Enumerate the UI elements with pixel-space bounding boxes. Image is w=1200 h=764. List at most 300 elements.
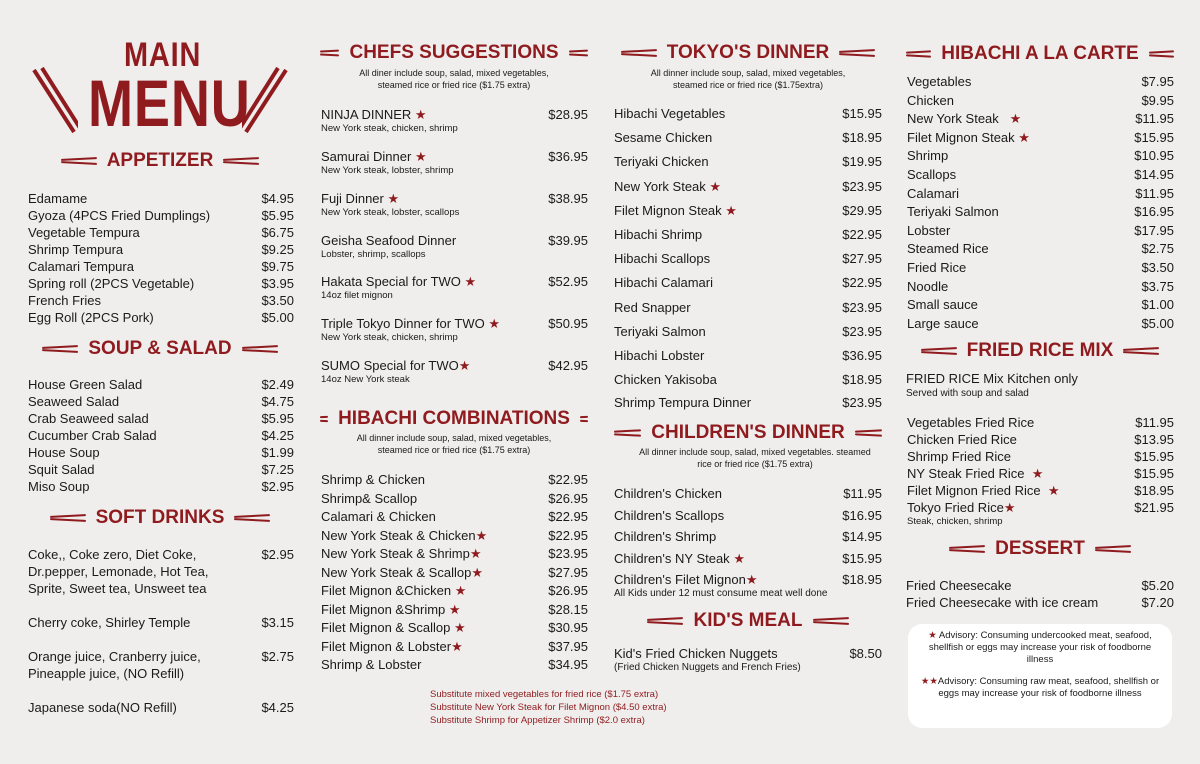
chopsticks-icon xyxy=(647,616,683,626)
menu-item xyxy=(907,147,1174,166)
alacarte-heading xyxy=(906,43,1174,65)
star-icon: ★ xyxy=(387,191,400,206)
menu-item xyxy=(28,309,294,326)
item-price: $23.95 xyxy=(548,546,588,561)
item-name: Scallops xyxy=(907,166,957,182)
menu-item xyxy=(321,656,588,675)
menu-item xyxy=(28,699,294,716)
item-price: $26.95 xyxy=(548,490,588,506)
drinks-title: SOFT DRINKS xyxy=(95,507,225,528)
children-list xyxy=(614,485,882,600)
item-name: Squit Salad xyxy=(28,462,95,477)
item-price: $18.95 xyxy=(842,372,882,388)
friedrice-list xyxy=(907,414,1174,528)
item-name: Tokyo Fried Rice xyxy=(907,500,1004,515)
item-name: Calamari xyxy=(907,185,960,201)
item-price: $3.15 xyxy=(261,615,294,630)
menu-item xyxy=(614,571,882,588)
star-icon: ★ xyxy=(1003,500,1016,515)
item-price: $5.95 xyxy=(261,208,294,223)
item-price: $3.50 xyxy=(1141,259,1174,275)
chopsticks-icon xyxy=(906,49,931,59)
item-price: $4.25 xyxy=(261,700,294,715)
item-price: $16.95 xyxy=(1134,204,1174,220)
item-name: Shrimp & Chicken xyxy=(321,472,426,487)
chopsticks-icon xyxy=(813,616,849,626)
menu-item xyxy=(321,527,588,546)
item-price: $38.95 xyxy=(548,191,588,206)
item-price: $4.25 xyxy=(261,428,294,443)
item-price: $18.95 xyxy=(1134,483,1174,498)
menu-item xyxy=(28,410,294,427)
menu-item xyxy=(907,414,1174,431)
menu-item xyxy=(614,105,882,129)
menu-item xyxy=(614,507,882,529)
item-price: $4.75 xyxy=(261,394,294,409)
tokyo-heading xyxy=(614,42,882,64)
item-name: Large sauce xyxy=(907,315,979,331)
item-name: Children's NY Steak xyxy=(614,550,730,566)
chopsticks-icon xyxy=(614,428,641,438)
item-price: $22.95 xyxy=(548,527,588,543)
friedrice-title: FRIED RICE MIX xyxy=(966,340,1114,361)
appetizer-title: APPETIZER xyxy=(106,150,214,171)
dessert-list xyxy=(906,577,1174,611)
item-name: House Soup xyxy=(28,445,100,460)
item-name: Children's Shrimp xyxy=(614,529,717,544)
menu-item xyxy=(614,528,882,550)
menu-item xyxy=(321,564,588,583)
chopsticks-icon xyxy=(569,48,588,58)
item-desc: (Fried Chicken Nuggets and French Fries) xyxy=(614,662,801,673)
menu-item xyxy=(907,278,1174,297)
item-price: $34.95 xyxy=(548,657,588,672)
item-price: $7.20 xyxy=(1141,595,1174,610)
item-name: Lobster xyxy=(907,222,951,238)
item-price: $2.95 xyxy=(261,547,294,562)
advisory-single xyxy=(916,630,1164,666)
chefs-note: All diner include soup, salad, mixed vegetables, steamed rice or fried rice ($1.75 extra) xyxy=(359,68,549,90)
item-name: Hibachi Lobster xyxy=(614,347,705,363)
item-price: $15.95 xyxy=(1134,449,1174,464)
item-name: Shrimp& Scallop xyxy=(321,490,418,506)
menu-item xyxy=(614,347,882,371)
combos-heading xyxy=(320,408,588,430)
menu-item xyxy=(321,106,588,148)
item-name: Fuji Dinner xyxy=(321,191,384,206)
chopsticks-icon xyxy=(921,346,957,356)
item-name: Shrimp & Lobster xyxy=(321,657,422,672)
item-name: Triple Tokyo Dinner for TWO xyxy=(321,316,485,331)
item-price: $22.95 xyxy=(842,226,882,242)
item-price: $1.00 xyxy=(1141,297,1174,313)
menu-item xyxy=(28,648,294,699)
item-price: $10.95 xyxy=(1134,148,1174,164)
item-price: $26.95 xyxy=(548,583,588,598)
menu-item xyxy=(321,582,588,601)
item-price: $39.95 xyxy=(548,233,588,248)
item-price: $27.95 xyxy=(842,251,882,267)
item-price: $6.75 xyxy=(261,225,294,240)
item-price: $50.95 xyxy=(548,316,588,331)
chefs-list xyxy=(321,106,588,399)
item-name: House Green Salad xyxy=(28,377,143,392)
item-price: $52.95 xyxy=(548,274,588,289)
item-name: Chicken Fried Rice xyxy=(907,432,1017,447)
item-name: Fried Cheesecake with ice cream xyxy=(906,595,1099,610)
menu-item xyxy=(28,376,294,393)
item-name: Chicken xyxy=(907,92,954,108)
menu-item xyxy=(907,203,1174,222)
item-price: $4.95 xyxy=(261,191,294,206)
menu-item xyxy=(28,207,294,224)
item-name: Hibachi Shrimp xyxy=(614,226,703,242)
menu-item xyxy=(614,394,882,418)
menu-item xyxy=(614,371,882,394)
star-icon: ★ xyxy=(451,638,463,654)
menu-item xyxy=(28,190,294,207)
menu-item xyxy=(28,546,294,614)
item-price: $15.95 xyxy=(1134,129,1174,145)
item-name: New York Steak & Scallop xyxy=(321,564,472,580)
star-icon: ★ xyxy=(928,630,937,641)
menu-item xyxy=(28,614,294,648)
star-icon: ★ xyxy=(464,274,477,289)
item-name: Children's Scallops xyxy=(614,507,725,523)
menu-item xyxy=(907,482,1174,499)
menu-item xyxy=(321,508,588,527)
chopsticks-icon xyxy=(61,156,97,166)
item-name: Calamari & Chicken xyxy=(321,509,436,524)
menu-item xyxy=(907,222,1174,241)
kids-item xyxy=(614,645,882,674)
menu-item xyxy=(28,427,294,444)
item-name: Gyoza (4PCS Fried Dumplings) xyxy=(28,208,211,223)
chopsticks-icon xyxy=(320,414,328,424)
item-price: $36.95 xyxy=(842,347,882,363)
menu-item xyxy=(28,461,294,478)
item-name: Fried Cheesecake xyxy=(906,578,1012,593)
item-name: Shrimp Tempura xyxy=(28,242,124,257)
item-price: $11.95 xyxy=(1135,415,1174,430)
kids-title: KID'S MEAL xyxy=(693,610,803,631)
soup-title: SOUP & SALAD xyxy=(88,338,232,359)
item-name: Seaweed Salad xyxy=(28,394,120,409)
item-price: $37.95 xyxy=(548,638,588,654)
item-name: Teriyaki Salmon xyxy=(907,204,999,220)
item-price: $42.95 xyxy=(548,358,588,373)
menu-item xyxy=(614,550,882,572)
item-desc: Lobster, shrimp, scallops xyxy=(321,249,426,260)
menu-item xyxy=(321,619,588,638)
item-desc: New York steak, lobster, scallops xyxy=(321,207,460,218)
item-price: $1.99 xyxy=(261,445,294,460)
item-price: $15.95 xyxy=(1134,466,1174,481)
menu-logo xyxy=(26,36,294,140)
children-footnote: All Kids under 12 must consume meat well done xyxy=(614,588,828,599)
item-price: $21.95 xyxy=(1134,500,1174,515)
item-name: Cucumber Crab Salad xyxy=(28,428,157,443)
item-desc: New York steak, lobster, shrimp xyxy=(321,165,454,176)
substitution-note: Substitute Shrimp for Appetizer Shrimp ($2.0 extra) xyxy=(430,715,645,726)
item-price: $16.95 xyxy=(842,507,882,523)
item-name: Filet Mignon &Shrimp xyxy=(321,601,446,617)
advisory-double xyxy=(916,676,1164,700)
chopsticks-icon xyxy=(949,544,985,554)
item-desc: 14oz New York steak xyxy=(321,374,410,385)
chopsticks-icon xyxy=(839,48,875,58)
star-icon: ★ xyxy=(448,601,461,617)
menu-item xyxy=(28,393,294,410)
item-name: Chicken Yakisoba xyxy=(614,372,717,388)
tokyo-list xyxy=(614,105,882,418)
star-icon: ★ xyxy=(725,202,737,218)
star-icon: ★ xyxy=(1009,111,1022,127)
menu-item xyxy=(321,471,588,490)
item-price: $15.95 xyxy=(842,106,882,121)
item-name: Crab Seaweed salad xyxy=(28,411,149,426)
item-name: New York Steak xyxy=(614,178,706,194)
item-name: Shrimp xyxy=(907,148,949,164)
menu-item xyxy=(28,478,294,495)
logo-main: MAIN xyxy=(124,36,202,74)
logo-menu: MENU xyxy=(88,66,251,140)
item-name: Vegetables Fried Rice xyxy=(907,415,1035,430)
star-icon: ★ xyxy=(1018,129,1030,145)
item-price: $13.95 xyxy=(1134,432,1174,447)
menu-item xyxy=(614,153,882,177)
star-icon: ★ xyxy=(414,149,427,164)
menu-item xyxy=(907,259,1174,278)
item-price: $9.25 xyxy=(261,242,294,257)
item-name: Vegetable Tempura xyxy=(28,225,140,240)
item-name: Children's Filet Mignon xyxy=(614,572,746,587)
menu-item xyxy=(907,465,1174,482)
menu-item xyxy=(28,275,294,292)
item-desc: New York steak, chicken, shrimp xyxy=(321,332,458,343)
star-icon: ★ xyxy=(475,527,488,543)
item-price: $18.95 xyxy=(842,130,882,146)
menu-item xyxy=(907,166,1174,185)
menu-item xyxy=(614,178,882,202)
chopsticks-icon xyxy=(234,513,270,523)
item-name: Orange juice, Cranberry juice, Pineapple juice, (NO Refill) xyxy=(28,649,201,681)
combos-list xyxy=(321,471,588,675)
chopsticks-left-icon xyxy=(28,66,78,136)
item-price: $17.95 xyxy=(1134,222,1174,238)
item-name: Shrimp Tempura Dinner xyxy=(614,395,752,411)
item-price: $28.15 xyxy=(548,601,588,617)
item-price: $9.95 xyxy=(1141,92,1174,108)
friedrice-subtitle: FRIED RICE Mix Kitchen only xyxy=(906,371,1078,386)
star-icon: ★ xyxy=(414,107,427,122)
item-name: Hibachi Vegetables xyxy=(614,106,726,121)
item-price: $27.95 xyxy=(548,564,588,580)
item-price: $11.95 xyxy=(843,486,882,501)
item-price: $2.75 xyxy=(261,649,294,664)
menu-item xyxy=(321,545,588,564)
item-name: Spring roll (2PCS Vegetable) xyxy=(28,276,195,291)
menu-item xyxy=(614,299,882,323)
tokyo-title: TOKYO'S DINNER xyxy=(666,42,830,63)
menu-item xyxy=(321,232,588,273)
item-price: $5.00 xyxy=(261,310,294,325)
item-price: $18.95 xyxy=(842,572,882,587)
dessert-heading xyxy=(906,538,1174,560)
item-price: $29.95 xyxy=(842,202,882,218)
menu-item xyxy=(907,296,1174,315)
item-name: Teriyaki Salmon xyxy=(614,323,706,339)
chopsticks-icon xyxy=(580,414,588,424)
soup-list xyxy=(28,376,294,495)
star-icon: ★ xyxy=(733,550,745,566)
item-desc: Steak, chicken, shrimp xyxy=(907,516,1003,527)
chopsticks-icon xyxy=(320,48,339,58)
item-name: Fried Rice xyxy=(907,259,967,275)
item-name: New York Steak xyxy=(907,111,999,127)
item-name: Hibachi Scallops xyxy=(614,251,711,267)
star-icon: ★ xyxy=(488,316,501,331)
advisory-box xyxy=(908,624,1172,728)
menu-item xyxy=(28,224,294,241)
menu-item xyxy=(907,92,1174,111)
item-price: $5.95 xyxy=(261,411,294,426)
item-name: Samurai Dinner xyxy=(321,149,412,164)
menu-item xyxy=(907,73,1174,92)
item-name: SUMO Special for TWO xyxy=(321,358,459,373)
menu-item xyxy=(321,190,588,232)
item-name: New York Steak & Shrimp xyxy=(321,546,470,561)
menu-item xyxy=(321,315,588,357)
item-name: New York Steak & Chicken xyxy=(321,527,476,543)
menu-item xyxy=(906,594,1174,611)
item-price: $2.49 xyxy=(261,377,294,392)
chopsticks-icon xyxy=(242,344,278,354)
item-name: Geisha Seafood Dinner xyxy=(321,233,457,248)
item-name: Filet Mignon &Chicken xyxy=(321,583,452,598)
chopsticks-icon xyxy=(1095,544,1131,554)
menu-item xyxy=(614,129,882,153)
item-price: $9.75 xyxy=(261,259,294,274)
star-icon: ★ xyxy=(745,572,758,587)
item-name: Vegetables xyxy=(907,74,972,89)
star-icon: ★ xyxy=(454,583,467,598)
item-price: $23.95 xyxy=(842,395,882,411)
menu-item xyxy=(321,601,588,620)
item-price: $2.95 xyxy=(261,479,294,494)
item-name: Red Snapper xyxy=(614,299,691,315)
combos-note: All dinner include soup, salad, mixed vegetables, steamed rice or fried rice ($1.75 extra) xyxy=(356,433,552,455)
chefs-title: CHEFS SUGGESTIONS xyxy=(349,42,559,63)
item-price: $22.95 xyxy=(842,275,882,291)
soup-heading xyxy=(26,338,294,360)
chopsticks-icon xyxy=(1123,346,1159,356)
item-name: Sesame Chicken xyxy=(614,130,713,146)
item-desc: New York steak, chicken, shrimp xyxy=(321,123,458,134)
item-name: Kid's Fried Chicken Nuggets xyxy=(614,646,778,661)
star-icon: ★ xyxy=(1031,466,1044,481)
item-name: Cherry coke, Shirley Temple xyxy=(28,615,191,630)
appetizer-heading xyxy=(26,150,294,172)
menu-item xyxy=(907,499,1174,528)
item-price: $11.95 xyxy=(1135,185,1174,201)
item-name: French Fries xyxy=(28,293,101,308)
menu-item xyxy=(321,357,588,399)
substitutions xyxy=(430,688,730,727)
drinks-list xyxy=(28,546,294,716)
item-price: $23.95 xyxy=(842,323,882,339)
menu-item xyxy=(321,490,588,509)
item-price: $22.95 xyxy=(548,472,588,487)
item-price: $3.95 xyxy=(261,276,294,291)
menu-item xyxy=(906,577,1174,594)
item-price: $30.95 xyxy=(548,620,588,635)
item-price: $5.00 xyxy=(1141,315,1174,331)
item-price: $3.50 xyxy=(261,293,294,308)
star-icon: ★ xyxy=(469,546,482,561)
tokyo-note: All dinner include soup, salad, mixed vegetables, steamed rice or fried rice ($1.75extra) xyxy=(650,68,846,90)
chopsticks-icon xyxy=(1149,49,1174,59)
item-name: Children's Chicken xyxy=(614,486,722,501)
kids-heading xyxy=(614,610,882,632)
menu-item xyxy=(614,250,882,274)
item-name: Japanese soda(NO Refill) xyxy=(28,700,177,715)
item-name: NINJA DINNER xyxy=(321,107,412,122)
item-price: $28.95 xyxy=(548,107,588,122)
item-name: Miso Soup xyxy=(28,479,90,494)
menu-item xyxy=(907,315,1174,334)
item-price: $14.95 xyxy=(1134,166,1174,182)
item-name: Coke,, Coke zero, Diet Coke, Dr.pepper, Lemonade, Hot Tea, Sprite, Sweet tea, Unsweet tea xyxy=(28,547,209,596)
star-icon: ★ xyxy=(458,358,471,373)
item-name: Filet Mignon & Scallop xyxy=(321,620,451,635)
item-name: Edamame xyxy=(28,191,88,206)
alacarte-title: HIBACHI A LA CARTE xyxy=(941,43,1139,64)
advisory-text: Advisory: Consuming raw meat, seafood, shellfish or eggs may increase your risk of foodborne illness xyxy=(937,676,1160,699)
item-price: $23.95 xyxy=(842,178,882,194)
chopsticks-icon xyxy=(223,156,259,166)
item-desc: 14oz filet mignon xyxy=(321,290,393,301)
item-name: Calamari Tempura xyxy=(28,259,134,274)
item-price: $22.95 xyxy=(548,509,588,524)
star-icon: ★ xyxy=(453,620,466,635)
item-price: $23.95 xyxy=(842,299,882,315)
item-price: $15.95 xyxy=(842,550,882,566)
item-price: $14.95 xyxy=(842,529,882,544)
alacarte-list xyxy=(907,73,1174,333)
item-name: Filet Mignon Steak xyxy=(614,202,722,218)
menu-item xyxy=(614,274,882,298)
menu-item xyxy=(907,185,1174,204)
menu-item xyxy=(321,148,588,190)
item-price: $36.95 xyxy=(548,149,588,164)
item-name: Hibachi Calamari xyxy=(614,275,713,291)
children-title: CHILDREN'S DINNER xyxy=(651,422,845,443)
menu-item xyxy=(28,241,294,258)
item-name: Filet Mignon & Lobster xyxy=(321,638,452,654)
menu-item xyxy=(907,431,1174,448)
combos-title: HIBACHI COMBINATIONS xyxy=(338,408,570,429)
menu-item xyxy=(907,448,1174,465)
children-note: All dinner include soup, salad, mixed vegetables. steamed rice or fried rice ($1.75 extra) xyxy=(639,447,871,469)
menu-item xyxy=(321,273,588,315)
item-price: $3.75 xyxy=(1141,278,1174,294)
star-icon: ★★ xyxy=(920,676,938,687)
item-price: $11.95 xyxy=(1135,111,1174,127)
chopsticks-icon xyxy=(50,513,86,523)
star-icon: ★ xyxy=(1047,483,1060,498)
item-price: $19.95 xyxy=(842,154,882,170)
